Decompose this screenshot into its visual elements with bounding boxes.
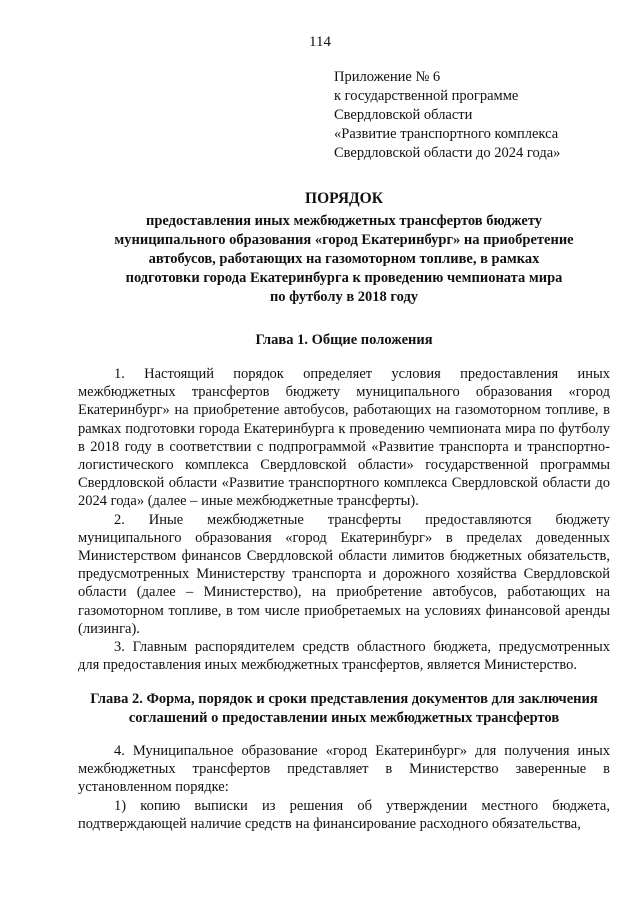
paragraph: 2. Иные межбюджетные трансферты предоставляются бюджету муниципального образования «город Екатеринбург» в пределах доведенных Министерством финансов Свердловской области лимитов бюджетных обязательств, предусмотренных Министерству транспорта и дорожного хозяйства Свердловской области (далее – Министерство), на приобретение автобусов, работающих на газомоторном топливе, в том числе приобретаемых на условиях финансовой аренды (лизинга). <box>78 511 610 637</box>
subtitle-line: муниципального образования «город Екатеринбург» на приобретение <box>114 232 574 248</box>
chapter-heading-line: Глава 2. Форма, порядок и сроки представления документов для заключения <box>90 691 598 707</box>
chapter-heading-line: Глава 1. Общие положения <box>255 332 433 348</box>
page-number: 114 <box>309 34 331 50</box>
chapter-2-heading <box>74 690 614 728</box>
appendix-line: «Развитие транспортного комплекса <box>334 126 559 142</box>
paragraph: 3. Главным распорядителем средств областного бюджета, предусмотренных для предоставления иных межбюджетных трансфертов, является Министерство. <box>78 639 610 674</box>
document-title: ПОРЯДОК <box>305 190 383 207</box>
document-title-block <box>78 189 610 307</box>
subtitle-line: подготовки города Екатеринбурга к проведению чемпионата мира <box>125 270 563 286</box>
appendix-line: Приложение № 6 <box>334 69 441 85</box>
chapter-2-body <box>78 742 610 833</box>
subtitle-line: предоставления иных межбюджетных трансфертов бюджету <box>145 213 543 229</box>
appendix-line: Свердловской области до 2024 года» <box>334 145 561 161</box>
appendix-note <box>334 68 634 163</box>
paragraph: 4. Муниципальное образование «город Екатеринбург» для получения иных межбюджетных трансфертов представляет в Министерство заверенные в установленном порядке: <box>78 743 610 796</box>
chapter-1-heading <box>74 331 614 350</box>
chapter-heading-line: соглашений о предоставлении иных межбюджетных трансфертов <box>128 710 560 726</box>
paragraph: 1) копию выписки из решения об утверждении местного бюджета, подтверждающей наличие средств на финансирование расходного обязательства, <box>78 797 610 832</box>
paragraph: 1. Настоящий порядок определяет условия предоставления иных межбюджетных трансфертов бюджету муниципального образования «город Екатеринбург» на приобретение автобусов, работающих на газомоторном топливе, в рамках подготовки города Екатеринбурга к проведению чемпионата мира по футболу в 2018 году в соответствии с подпрограммой «Развитие транспорта и транспортно-логистического комплекса Свердловской области» государственной программы Свердловской области «Развитие транспортного комплекса Свердловской области до 2024 года» (далее – иные межбюджетные трансферты). <box>78 366 610 510</box>
subtitle-line: автобусов, работающих на газомоторном топливе, в рамках <box>148 251 540 267</box>
chapter-1-body <box>78 365 610 674</box>
appendix-line: Свердловской области <box>334 107 473 123</box>
document-subtitle <box>78 212 610 307</box>
appendix-line: к государственной программе <box>334 88 519 104</box>
subtitle-line: по футболу в 2018 году <box>269 289 419 305</box>
